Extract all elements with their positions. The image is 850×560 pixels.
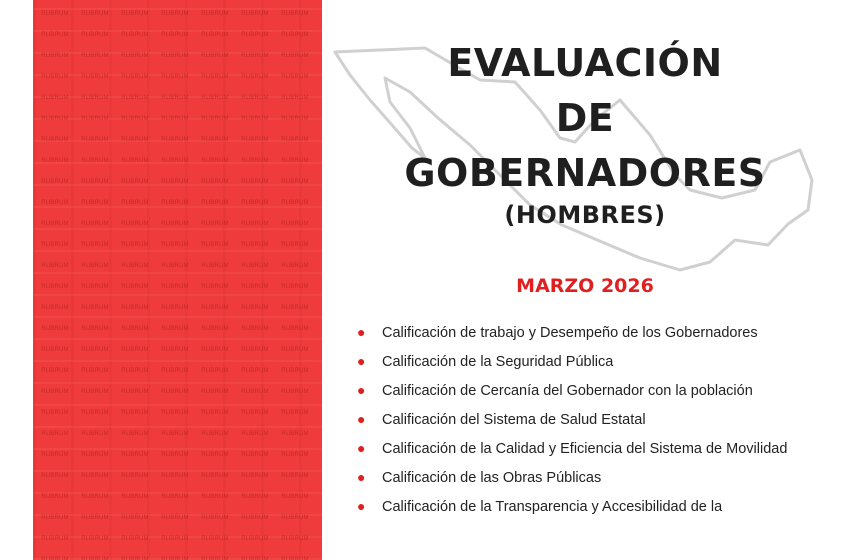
watermark-tile: RUBRUM <box>201 515 229 521</box>
watermark-tile: RUBRUM <box>281 221 309 227</box>
watermark-tile: RUBRUM <box>41 74 69 80</box>
watermark-tile: RUBRUM <box>121 32 149 38</box>
watermark-tile: RUBRUM <box>81 536 109 542</box>
watermark-tile: RUBRUM <box>161 347 189 353</box>
watermark-tile: RUBRUM <box>161 158 189 164</box>
watermark-tile: RUBRUM <box>41 158 69 164</box>
watermark-tile: RUBRUM <box>281 116 309 122</box>
watermark-tile: RUBRUM <box>121 494 149 500</box>
watermark-tile: RUBRUM <box>241 284 269 290</box>
list-item-text: Calificación del Sistema de Salud Estatal <box>382 412 646 428</box>
watermark-tile: RUBRUM <box>121 74 149 80</box>
list-item-text: Calificación de Cercanía del Gobernador con la población <box>382 383 753 399</box>
evaluation-criteria-list <box>355 324 795 527</box>
watermark-tile: RUBRUM <box>81 95 109 101</box>
watermark-tile: RUBRUM <box>41 536 69 542</box>
watermark-tile: RUBRUM <box>41 116 69 122</box>
watermark-tile: RUBRUM <box>121 116 149 122</box>
list-item-text: Calificación de las Obras Públicas <box>382 470 602 486</box>
red-bullet-icon: ● <box>357 382 366 398</box>
watermark-tile: RUBRUM <box>241 431 269 437</box>
watermark-tile: RUBRUM <box>121 347 149 353</box>
watermark-tile: RUBRUM <box>161 326 189 332</box>
watermark-tile: RUBRUM <box>161 452 189 458</box>
watermark-tile: RUBRUM <box>241 515 269 521</box>
watermark-tile: RUBRUM <box>81 74 109 80</box>
list-item-text: Calificación de trabajo y Desempeño de los Gobernadores <box>382 325 758 341</box>
watermark-tile: RUBRUM <box>241 326 269 332</box>
watermark-tile: RUBRUM <box>241 116 269 122</box>
watermark-tile: RUBRUM <box>241 557 269 560</box>
watermark-tile: RUBRUM <box>121 179 149 185</box>
watermark-tile: RUBRUM <box>241 347 269 353</box>
list-item-text: Calificación de la Calidad y Eficiencia del Sistema de Movilidad <box>382 441 788 457</box>
watermark-tile: RUBRUM <box>81 515 109 521</box>
watermark-tile: RUBRUM <box>201 410 229 416</box>
watermark-tile: RUBRUM <box>81 410 109 416</box>
watermark-tile: RUBRUM <box>241 221 269 227</box>
watermark-tile: RUBRUM <box>201 431 229 437</box>
watermark-tile: RUBRUM <box>201 158 229 164</box>
watermark-tile: RUBRUM <box>81 158 109 164</box>
watermark-tile: RUBRUM <box>161 221 189 227</box>
watermark-tile: RUBRUM <box>201 494 229 500</box>
watermark-tile: RUBRUM <box>241 200 269 206</box>
watermark-tile: RUBRUM <box>201 221 229 227</box>
watermark-tile: RUBRUM <box>281 32 309 38</box>
list-item <box>355 382 795 401</box>
watermark-tile: RUBRUM <box>81 473 109 479</box>
watermark-tile: RUBRUM <box>121 53 149 59</box>
watermark-tile: RUBRUM <box>241 242 269 248</box>
watermark-tile: RUBRUM <box>41 137 69 143</box>
watermark-tile: RUBRUM <box>121 11 149 17</box>
watermark-tile: RUBRUM <box>281 557 309 560</box>
watermark-tile: RUBRUM <box>241 494 269 500</box>
watermark-tile: RUBRUM <box>81 326 109 332</box>
watermark-tile: RUBRUM <box>281 284 309 290</box>
watermark-tile: RUBRUM <box>161 179 189 185</box>
watermark-tile: RUBRUM <box>201 368 229 374</box>
list-item <box>355 469 795 488</box>
watermark-tile: RUBRUM <box>41 473 69 479</box>
watermark-tile: RUBRUM <box>241 11 269 17</box>
subtitle: (HOMBRES) <box>504 201 666 229</box>
watermark-tile: RUBRUM <box>161 137 189 143</box>
watermark-tile: RUBRUM <box>281 326 309 332</box>
watermark-tile: RUBRUM <box>241 368 269 374</box>
watermark-tile: RUBRUM <box>81 494 109 500</box>
watermark-tile: RUBRUM <box>241 158 269 164</box>
watermark-tile: RUBRUM <box>41 221 69 227</box>
watermark-tile: RUBRUM <box>41 494 69 500</box>
watermark-tile: RUBRUM <box>241 263 269 269</box>
watermark-tile: RUBRUM <box>161 473 189 479</box>
title-line-2: DE <box>555 96 615 140</box>
watermark-tile: RUBRUM <box>281 473 309 479</box>
watermark-tile: RUBRUM <box>161 74 189 80</box>
date-label: MARZO 2026 <box>516 275 654 297</box>
watermark-tile: RUBRUM <box>41 11 69 17</box>
title-line-1: EVALUACIÓN <box>447 41 723 85</box>
watermark-tile: RUBRUM <box>41 242 69 248</box>
watermark-tile: RUBRUM <box>281 158 309 164</box>
watermark-tile: RUBRUM <box>121 410 149 416</box>
watermark-tile: RUBRUM <box>161 32 189 38</box>
watermark-tile: RUBRUM <box>281 74 309 80</box>
watermark-tile: RUBRUM <box>161 431 189 437</box>
watermark-tile: RUBRUM <box>81 368 109 374</box>
watermark-tile: RUBRUM <box>201 116 229 122</box>
watermark-tile: RUBRUM <box>81 200 109 206</box>
watermark-tile: RUBRUM <box>161 368 189 374</box>
watermark-tile: RUBRUM <box>281 305 309 311</box>
watermark-tile: RUBRUM <box>81 263 109 269</box>
watermark-tile: RUBRUM <box>121 305 149 311</box>
watermark-tile: RUBRUM <box>121 326 149 332</box>
watermark-tile: RUBRUM <box>121 368 149 374</box>
title-block <box>335 36 835 229</box>
watermark-tile: RUBRUM <box>121 137 149 143</box>
red-bullet-icon: ● <box>357 469 366 485</box>
watermark-tile: RUBRUM <box>41 200 69 206</box>
list-item <box>355 498 795 517</box>
watermark-tile: RUBRUM <box>281 95 309 101</box>
watermark-tile: RUBRUM <box>201 11 229 17</box>
watermark-tile: RUBRUM <box>161 242 189 248</box>
watermark-tile: RUBRUM <box>281 389 309 395</box>
watermark-tile: RUBRUM <box>121 431 149 437</box>
watermark-tile: RUBRUM <box>81 32 109 38</box>
watermark-tile: RUBRUM <box>241 305 269 311</box>
watermark-tile: RUBRUM <box>201 74 229 80</box>
watermark-tile: RUBRUM <box>41 284 69 290</box>
watermark-tile: RUBRUM <box>41 347 69 353</box>
watermark-pattern <box>33 0 322 560</box>
red-bullet-icon: ● <box>357 440 366 456</box>
watermark-tile: RUBRUM <box>121 473 149 479</box>
list-item-text: Calificación de la Transparencia y Accesibilidad de la <box>382 499 723 515</box>
watermark-tile: RUBRUM <box>81 137 109 143</box>
watermark-tile: RUBRUM <box>281 347 309 353</box>
watermark-tile: RUBRUM <box>201 536 229 542</box>
watermark-tile: RUBRUM <box>281 53 309 59</box>
watermark-tile: RUBRUM <box>201 263 229 269</box>
list-item <box>355 353 795 372</box>
watermark-tile: RUBRUM <box>41 431 69 437</box>
watermark-tile: RUBRUM <box>121 557 149 560</box>
watermark-tile: RUBRUM <box>41 179 69 185</box>
watermark-tile: RUBRUM <box>241 473 269 479</box>
watermark-tile: RUBRUM <box>81 284 109 290</box>
watermark-tile: RUBRUM <box>201 284 229 290</box>
watermark-tile: RUBRUM <box>81 221 109 227</box>
watermark-tile: RUBRUM <box>281 431 309 437</box>
watermark-tile: RUBRUM <box>201 389 229 395</box>
watermark-tile: RUBRUM <box>241 32 269 38</box>
list-item <box>355 324 795 343</box>
watermark-tile: RUBRUM <box>81 347 109 353</box>
watermark-tile: RUBRUM <box>41 95 69 101</box>
watermark-tile: RUBRUM <box>281 179 309 185</box>
watermark-tile: RUBRUM <box>121 242 149 248</box>
watermark-tile: RUBRUM <box>121 536 149 542</box>
red-bullet-icon: ● <box>357 324 366 340</box>
watermark-tile: RUBRUM <box>81 452 109 458</box>
watermark-tile: RUBRUM <box>161 95 189 101</box>
watermark-tile: RUBRUM <box>161 53 189 59</box>
list-item <box>355 411 795 430</box>
watermark-tile: RUBRUM <box>241 74 269 80</box>
watermark-tile: RUBRUM <box>121 389 149 395</box>
watermark-tile: RUBRUM <box>201 95 229 101</box>
watermark-tile: RUBRUM <box>41 326 69 332</box>
watermark-tile: RUBRUM <box>81 53 109 59</box>
watermark-tile: RUBRUM <box>121 221 149 227</box>
watermark-tile: RUBRUM <box>81 431 109 437</box>
watermark-tile: RUBRUM <box>41 557 69 560</box>
watermark-tile: RUBRUM <box>161 116 189 122</box>
watermark-tile: RUBRUM <box>41 389 69 395</box>
watermark-tile: RUBRUM <box>241 95 269 101</box>
watermark-tile: RUBRUM <box>121 95 149 101</box>
watermark-tile: RUBRUM <box>241 53 269 59</box>
watermark-tile: RUBRUM <box>81 242 109 248</box>
watermark-tile: RUBRUM <box>81 179 109 185</box>
watermark-tile: RUBRUM <box>121 515 149 521</box>
watermark-tile: RUBRUM <box>161 515 189 521</box>
watermark-tile: RUBRUM <box>121 452 149 458</box>
watermark-tile: RUBRUM <box>41 515 69 521</box>
watermark-tile: RUBRUM <box>241 137 269 143</box>
watermark-tile: RUBRUM <box>281 137 309 143</box>
watermark-tile: RUBRUM <box>121 200 149 206</box>
watermark-tile: RUBRUM <box>161 263 189 269</box>
watermark-tile: RUBRUM <box>161 536 189 542</box>
watermark-tile: RUBRUM <box>241 179 269 185</box>
watermark-tile: RUBRUM <box>241 452 269 458</box>
watermark-tile: RUBRUM <box>201 53 229 59</box>
watermark-tile: RUBRUM <box>281 452 309 458</box>
watermark-tile: RUBRUM <box>201 347 229 353</box>
watermark-tile: RUBRUM <box>41 53 69 59</box>
watermark-tile: RUBRUM <box>41 263 69 269</box>
watermark-tile: RUBRUM <box>281 11 309 17</box>
watermark-tile: RUBRUM <box>121 263 149 269</box>
watermark-tile: RUBRUM <box>81 389 109 395</box>
watermark-tile: RUBRUM <box>281 515 309 521</box>
watermark-tile: RUBRUM <box>281 368 309 374</box>
watermark-tile: RUBRUM <box>41 305 69 311</box>
list-item-text: Calificación de la Seguridad Pública <box>382 354 614 370</box>
watermark-tile: RUBRUM <box>121 158 149 164</box>
watermark-tile: RUBRUM <box>161 11 189 17</box>
watermark-tile: RUBRUM <box>81 116 109 122</box>
watermark-tile: RUBRUM <box>281 494 309 500</box>
watermark-tile: RUBRUM <box>201 137 229 143</box>
watermark-tile: RUBRUM <box>201 452 229 458</box>
watermark-tile: RUBRUM <box>161 284 189 290</box>
watermark-tile: RUBRUM <box>161 410 189 416</box>
list-item <box>355 440 795 459</box>
watermark-tile: RUBRUM <box>201 557 229 560</box>
watermark-tile: RUBRUM <box>281 242 309 248</box>
watermark-tile: RUBRUM <box>161 389 189 395</box>
watermark-tile: RUBRUM <box>201 305 229 311</box>
red-side-band <box>33 0 322 560</box>
watermark-tile: RUBRUM <box>161 557 189 560</box>
watermark-tile: RUBRUM <box>41 452 69 458</box>
watermark-tile: RUBRUM <box>241 536 269 542</box>
watermark-tile: RUBRUM <box>121 284 149 290</box>
watermark-tile: RUBRUM <box>201 326 229 332</box>
title-line-3: GOBERNADORES <box>404 151 766 195</box>
watermark-tile: RUBRUM <box>281 410 309 416</box>
watermark-tile: RUBRUM <box>201 179 229 185</box>
watermark-tile: RUBRUM <box>161 494 189 500</box>
watermark-tile: RUBRUM <box>81 305 109 311</box>
watermark-tile: RUBRUM <box>161 305 189 311</box>
red-bullet-icon: ● <box>357 498 366 514</box>
watermark-tile: RUBRUM <box>201 242 229 248</box>
watermark-tile: RUBRUM <box>201 473 229 479</box>
watermark-tile: RUBRUM <box>81 557 109 560</box>
watermark-tile: RUBRUM <box>201 200 229 206</box>
watermark-tile: RUBRUM <box>41 32 69 38</box>
watermark-tile: RUBRUM <box>281 263 309 269</box>
watermark-tile: RUBRUM <box>241 410 269 416</box>
watermark-tile: RUBRUM <box>281 536 309 542</box>
watermark-tile: RUBRUM <box>41 368 69 374</box>
watermark-tile: RUBRUM <box>281 200 309 206</box>
red-bullet-icon: ● <box>357 411 366 427</box>
watermark-tile: RUBRUM <box>161 200 189 206</box>
watermark-tile: RUBRUM <box>41 410 69 416</box>
watermark-tile: RUBRUM <box>81 11 109 17</box>
watermark-tile: RUBRUM <box>241 389 269 395</box>
watermark-tile: RUBRUM <box>201 32 229 38</box>
red-bullet-icon: ● <box>357 353 366 369</box>
